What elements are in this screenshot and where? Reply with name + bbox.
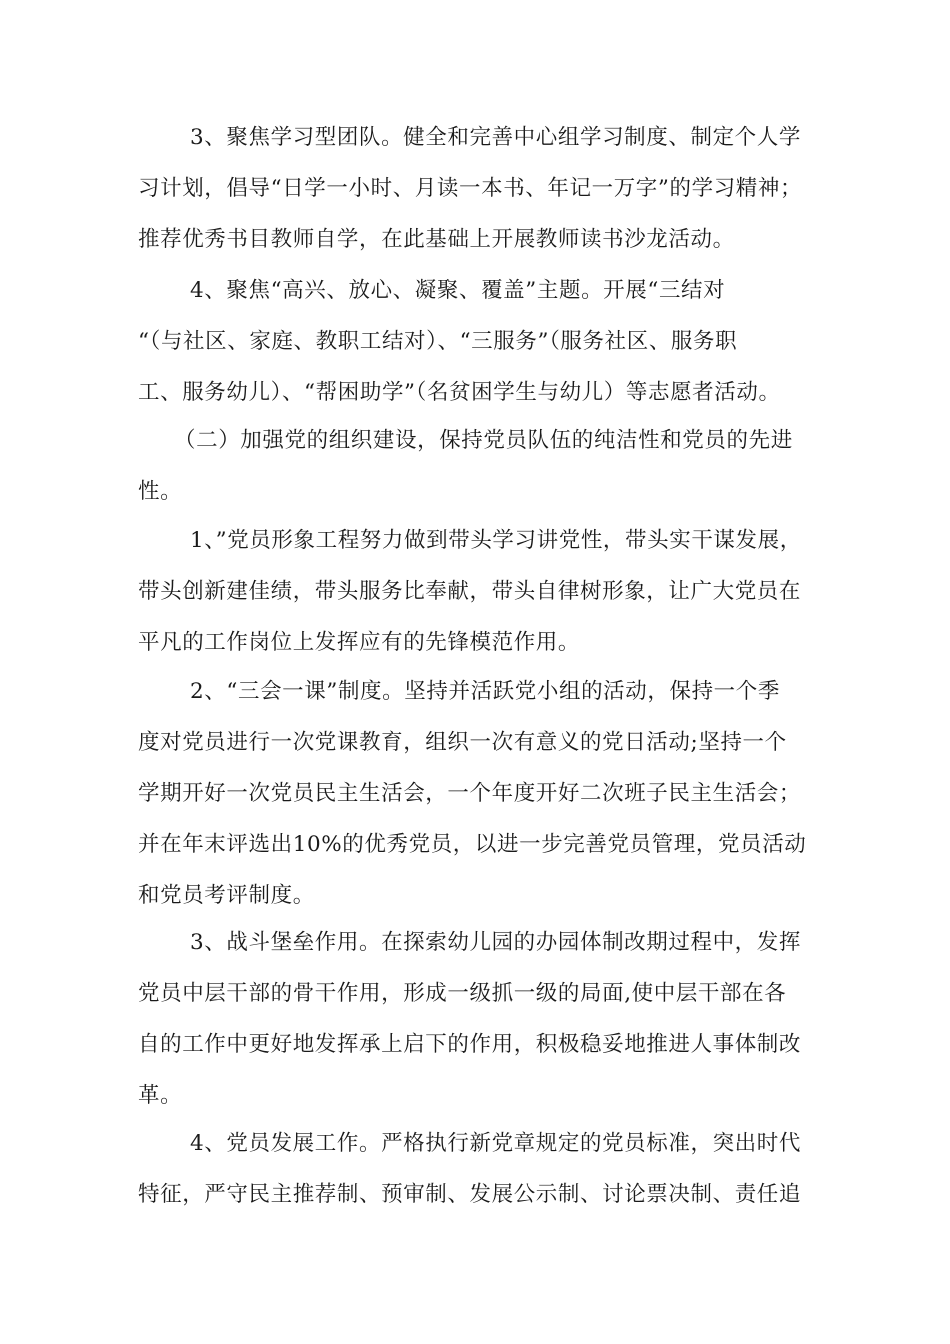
text-line: 学期开好一次党员民主生活会，一个年度开好二次班子民主生活会； (138, 781, 802, 806)
text-line: 革。 (138, 1083, 183, 1108)
text-line: 平凡的工作岗位上发挥应有的先锋模范作用。 (138, 630, 581, 655)
section-heading-organization (138, 415, 828, 517)
text-line: 性。 (138, 479, 183, 504)
text-line: 工、服务幼儿）、“帮困助学”（名贫困学生与幼儿）等志愿者活动。 (138, 380, 781, 405)
paragraph-fortress-role (138, 917, 828, 1121)
text-line: 习计划，倡导“日学一小时、月读一本书、年记一万字”的学习精神； (138, 176, 803, 201)
text-line: 带头创新建佳绩，带头服务比奉献，带头自律树形象，让广大党员在 (138, 579, 802, 604)
text-line: 1、”党员形象工程努力做到带头学习讲党性，带头实干谋发展， (190, 528, 802, 553)
text-line: “（与社区、家庭、教职工结对）、“三服务”（服务社区、服务职 (138, 329, 738, 354)
paragraph-image-project (138, 515, 828, 668)
text-line: 4、聚焦“高兴、放心、凝聚、覆盖”主题。开展“三结对 (190, 278, 726, 303)
paragraph-volunteer (138, 265, 828, 418)
paragraph-study-team (138, 112, 828, 265)
text-line: 推荐优秀书目教师自学，在此基础上开展教师读书沙龙活动。 (138, 227, 735, 252)
paragraph-member-development (138, 1118, 828, 1220)
text-line: 3、聚焦学习型团队。健全和完善中心组学习制度、制定个人学 (190, 125, 801, 150)
text-line: （二）加强党的组织建设，保持党员队伍的纯洁性和党员的先进 (174, 428, 793, 453)
text-line: 3、战斗堡垒作用。在探索幼儿园的办园体制改期过程中，发挥 (190, 930, 801, 955)
text-line: 2、“三会一课”制度。坚持并活跃党小组的活动，保持一个季 (190, 679, 780, 704)
text-line: 自的工作中更好地发挥承上启下的作用，积极稳妥地推进人事体制改 (138, 1032, 802, 1057)
text-line: 和党员考评制度。 (138, 883, 315, 908)
text-line: 并在年末评选出10%的优秀党员，以进一步完善党员管理，党员活动 (138, 832, 807, 857)
text-line: 特征，严守民主推荐制、预审制、发展公示制、讨论票决制、责任追 (138, 1182, 802, 1207)
paragraph-meeting-system (138, 666, 828, 921)
text-line: 度对党员进行一次党课教育，组织一次有意义的党日活动;坚持一个 (138, 730, 787, 755)
text-line: 党员中层干部的骨干作用，形成一级抓一级的局面,使中层干部在各 (138, 981, 787, 1006)
text-line: 4、党员发展工作。严格执行新党章规定的党员标准，突出时代 (190, 1131, 801, 1156)
